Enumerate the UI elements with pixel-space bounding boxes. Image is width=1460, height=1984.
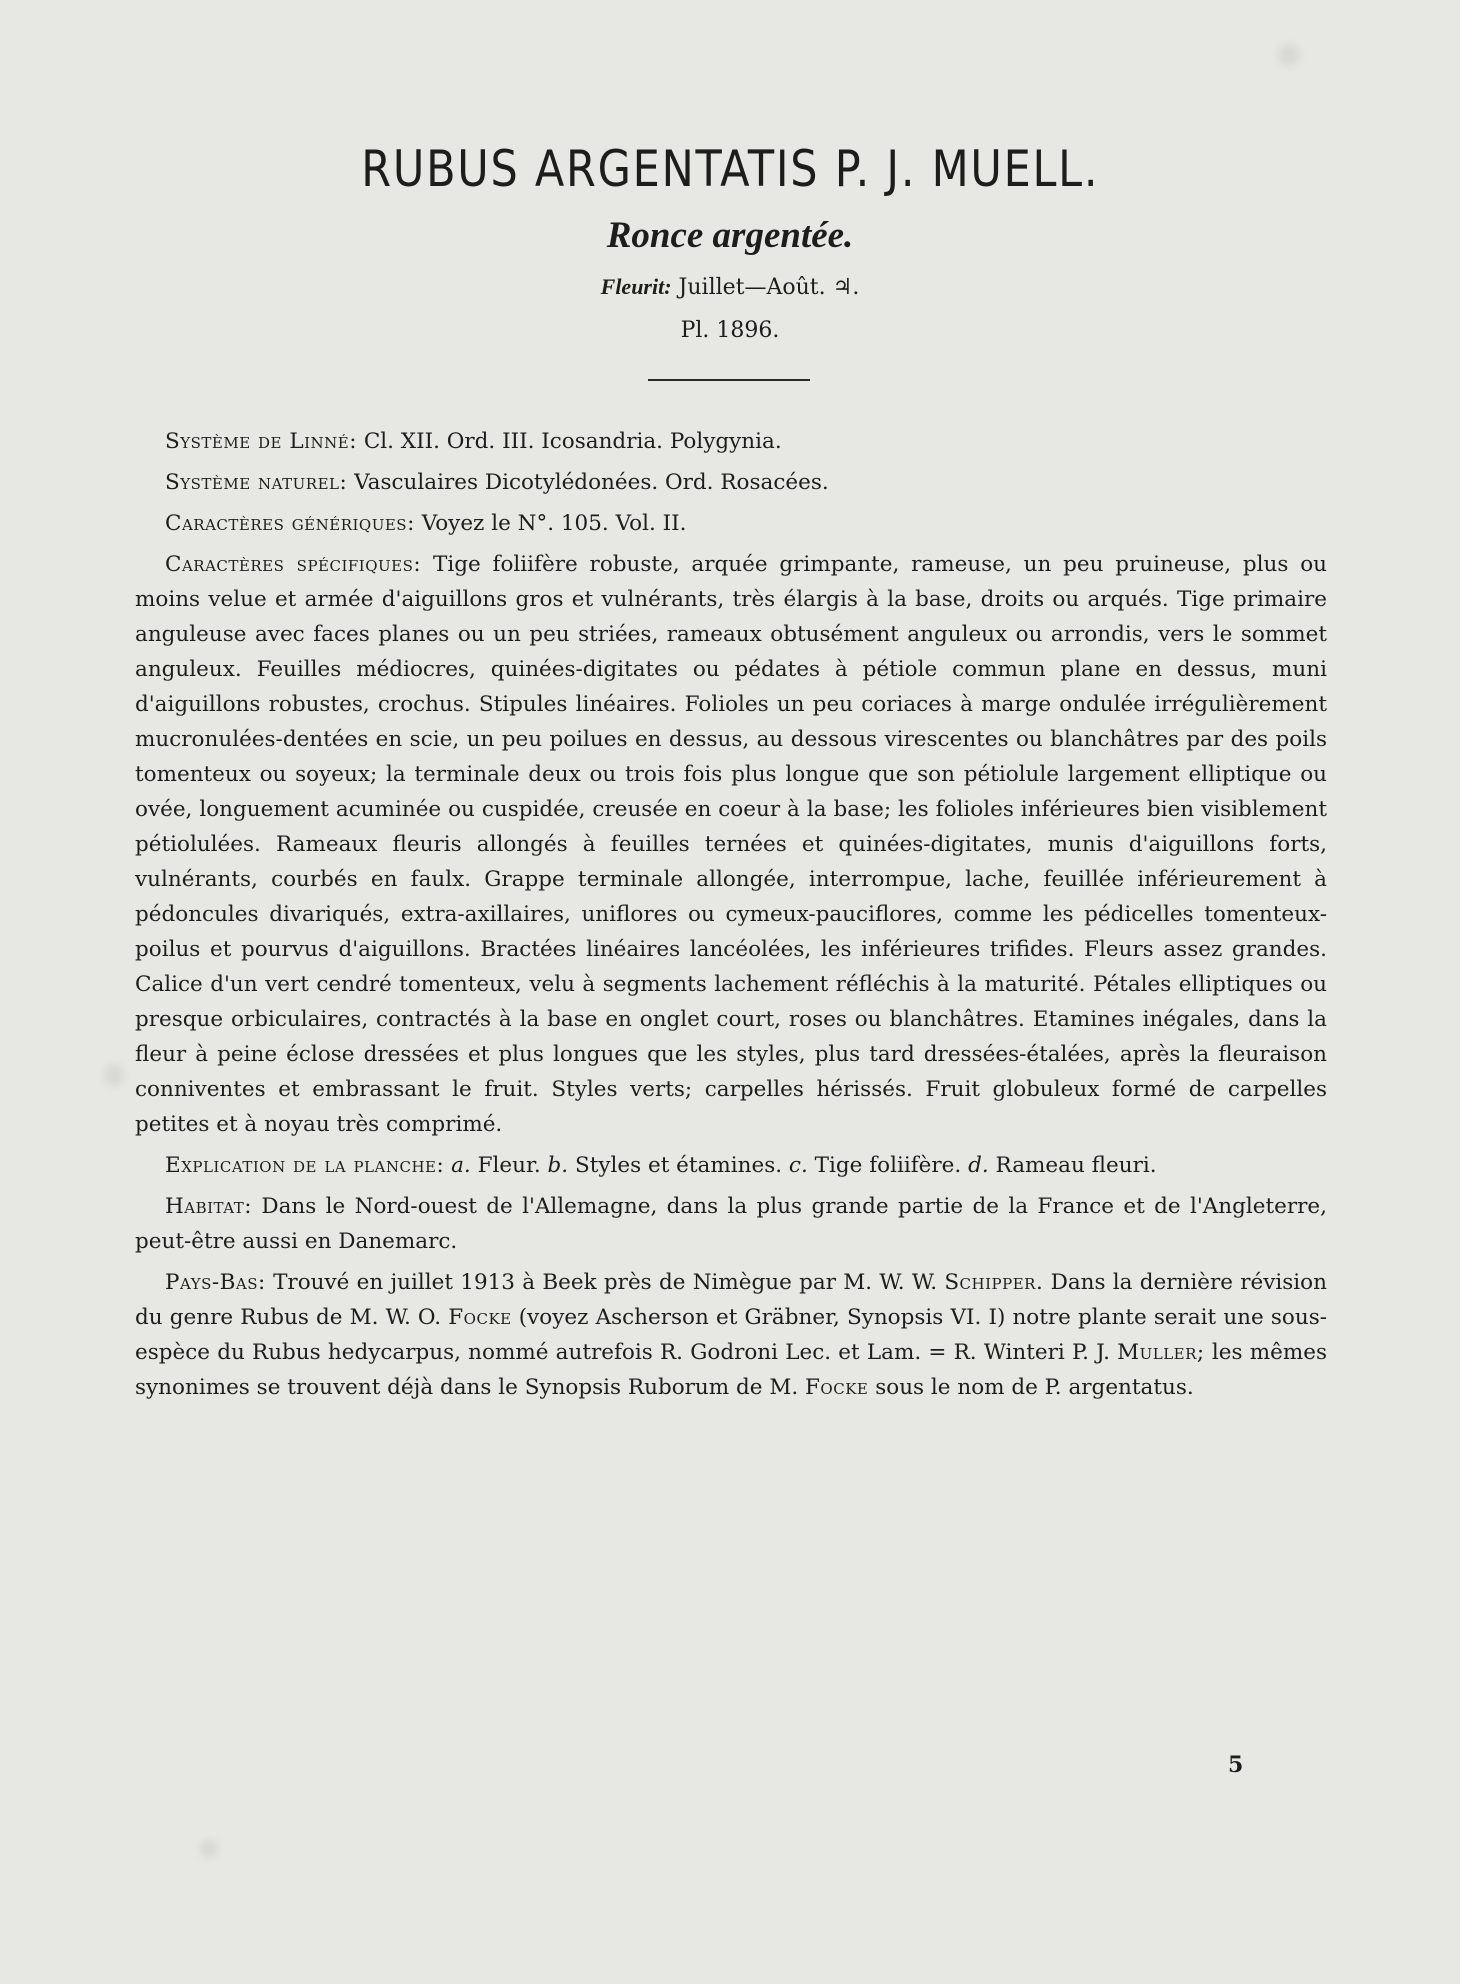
explication-text-b: Styles et étamines.	[575, 1153, 783, 1178]
generiques-paragraph	[135, 506, 1327, 541]
paper-smudge	[200, 1840, 218, 1858]
generiques-label: Caractères génériques:	[165, 511, 415, 536]
paysbas-text-3: (voyez Ascherson et Gräbner, Synopsis VI. I) notre plante serait une sous-espèce du Rubus hedycarpus, nommé autrefois R. Godroni Lec. et Lam. = R. Winteri P. J.	[135, 1305, 1327, 1365]
paysbas-name-focke-2: Focke	[805, 1375, 869, 1400]
specifiques-paragraph	[135, 547, 1327, 1142]
paysbas-label: Pays-Bas:	[165, 1270, 266, 1295]
plate-number: Pl. 1896.	[680, 318, 780, 343]
explication-paragraph	[135, 1148, 1327, 1183]
naturel-paragraph	[135, 465, 1327, 500]
explication-key-d: d.	[968, 1153, 989, 1178]
paysbas-paragraph	[135, 1265, 1327, 1405]
title-divider	[648, 379, 810, 381]
paysbas-text-5: sous le nom de P. argentatus.	[875, 1375, 1194, 1400]
paper-smudge	[104, 1064, 124, 1086]
explication-key-a: a.	[451, 1153, 471, 1178]
page-number: 5	[1228, 1752, 1244, 1778]
habitat-label: Habitat:	[165, 1194, 252, 1219]
habitat-text: Dans le Nord-ouest de l'Allemagne, dans la plus grande partie de la France et de l'Angleterre, peut-être aussi en Danemarc.	[135, 1194, 1327, 1254]
explication-text-d: Rameau fleuri.	[995, 1153, 1157, 1178]
specifiques-label: Caractères spécifiques:	[165, 552, 422, 577]
explication-text-a: Fleur.	[477, 1153, 541, 1178]
paper-smudge	[1278, 44, 1300, 66]
flowering-label: Fleurit:	[600, 274, 672, 299]
paysbas-name-focke-1: Focke	[448, 1305, 512, 1330]
linne-label: Système de Linné:	[165, 429, 357, 454]
common-name: Ronce argentée.	[606, 215, 854, 256]
generiques-text: Voyez le N°. 105. Vol. II.	[421, 511, 687, 536]
flowering-value: Juillet—Août. ♃.	[678, 275, 860, 300]
explication-key-c: c.	[788, 1153, 808, 1178]
paysbas-name-schipper: Schipper.	[944, 1270, 1044, 1295]
species-title: RUBUS ARGENTATIS P. J. MUELL.	[361, 140, 1100, 198]
naturel-label: Système naturel:	[165, 470, 348, 495]
linne-text: Cl. XII. Ord. III. Icosandria. Polygynia.	[363, 429, 782, 454]
explication-key-b: b.	[547, 1153, 569, 1178]
explication-label: Explication de la planche:	[165, 1153, 445, 1178]
specifiques-text: Tige foliifère robuste, arquée grimpante, rameuse, un peu pruineuse, plus ou moins velue et armée d'aiguillons gros et vulnérants, très élargis à la base, droits ou arqués. Tige primaire anguleuse avec faces planes ou un peu striées, rameaux obtusément anguleux ou arrondis, vers le sommet anguleux. Feuilles médiocres, quinées-digitates ou pédates à pétiole commun plane en dessus, muni d'aiguillons robustes, crochus. Stipules linéaires. Folioles un peu coriaces à marge ondulée irrégulièrement mucronulées-dentées en scie, un peu poilues en dessus, au dessous virescentes ou blanchâtres par des poils tomenteux ou soyeux; la terminale deux ou trois fois plus longue que son pétiolule largement elliptique ou ovée, longuement acuminée ou cuspidée, creusée en coeur à la base; les folioles inférieures bien visiblement pétiolulées. Rameaux fleuris allongés à feuilles ternées et quinées-digitates, munis d'aiguillons forts, vulnérants, courbés en faulx. Grappe terminale allongée, interrompue, lache, feuillée inférieurement à pédoncules divariqués, extra-axillaires, uniflores ou cymeux-pauciflores, comme les pédicelles tomenteux-poilus et pourvus d'aiguillons. Bractées linéaires lancéolées, les inférieures trifides. Fleurs assez grandes. Calice d'un vert cendré tomenteux, velu à segments lachement réfléchis à la maturité. Pétales elliptiques ou presque orbiculaires, contractés à la base en onglet court, roses ou blanchâtres. Etamines inégales, dans la fleur à peine éclose dressées et plus longues que les styles, plus tard dressées-étalées, après la fleuraison conniventes et embrassant le fruit. Styles verts; carpelles hérissés. Fruit globuleux formé de carpelles petites et à noyau très comprimé.	[135, 552, 1327, 1137]
description-body	[135, 424, 1327, 1411]
paysbas-text-4: les mêmes synonimes se trouvent déjà dans le Synopsis Ruborum de M.	[135, 1340, 1327, 1400]
naturel-text: Vasculaires Dicotylédonées. Ord. Rosacées.	[354, 470, 829, 495]
paysbas-name-muller: Muller;	[1117, 1340, 1205, 1365]
explication-text-c: Tige foliifère.	[814, 1153, 962, 1178]
habitat-paragraph	[135, 1189, 1327, 1259]
paysbas-text-2: Dans la dernière révision du genre Rubus de M. W. O.	[135, 1270, 1327, 1330]
paysbas-text-1: Trouvé en juillet 1913 à Beek près de Nimègue par M. W. W.	[273, 1270, 938, 1295]
linne-paragraph	[135, 424, 1327, 459]
flowering-line	[0, 274, 1460, 300]
